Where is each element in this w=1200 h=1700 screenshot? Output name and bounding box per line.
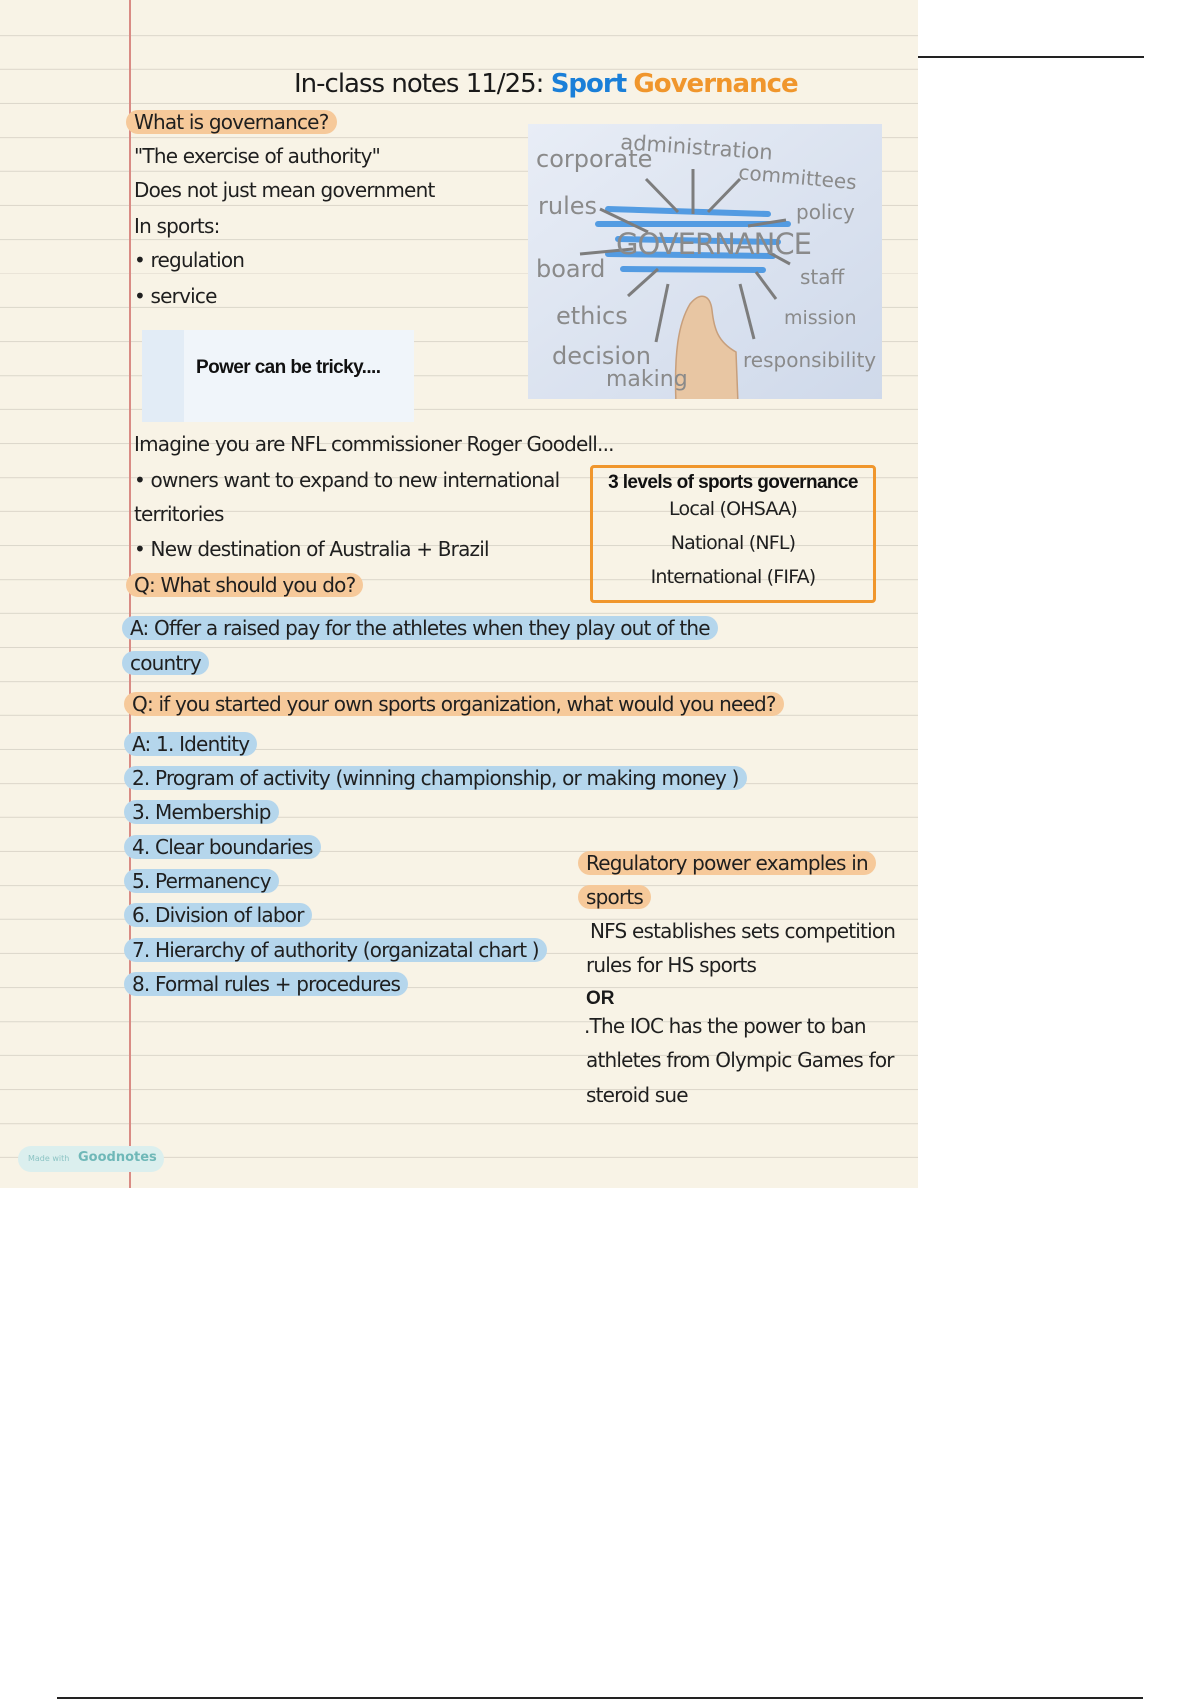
word-cloud-term: making — [606, 367, 688, 392]
note-line: In sports: — [134, 214, 220, 238]
goodnotes-badge — [18, 1146, 164, 1172]
governance-word-cloud-image — [528, 124, 882, 399]
callout-text: Power can be tricky.... — [196, 357, 381, 378]
word-cloud-term: committees — [737, 160, 858, 195]
level-item: Local (OHSAA) — [669, 498, 797, 520]
scenario-bullet: • owners want to expand to new international — [134, 468, 560, 492]
level-item: International (FIFA) — [650, 566, 816, 588]
word-cloud-term: corporate — [536, 145, 653, 173]
word-cloud-term: rules — [538, 192, 598, 220]
title-word-sport: Sport — [550, 69, 627, 99]
badge-made-with: Made with — [28, 1154, 70, 1163]
levels-box — [590, 465, 876, 603]
word-cloud-term: ethics — [556, 302, 628, 330]
word-cloud-term: mission — [784, 307, 857, 329]
scenario-bullet: • New destination of Australia + Brazil — [134, 537, 489, 561]
scenario-answer-line: A: Offer a raised pay for the athletes when they play out of the — [130, 614, 718, 642]
note-line: "The exercise of authority" — [134, 144, 381, 168]
badge-brand: Goodnotes — [78, 1150, 157, 1165]
scenario-answer-line: country — [130, 649, 209, 677]
need-item: 2. Program of activity (winning championship, or making money ) — [132, 764, 747, 792]
word-cloud-term: staff — [800, 265, 845, 289]
need-item: 7. Hierarchy of authority (organizatal chart ) — [132, 936, 547, 964]
need-item: 3. Membership — [132, 798, 279, 826]
note-line: • regulation — [134, 248, 245, 272]
word-cloud-term: responsibility — [743, 348, 877, 372]
regulatory-line: athletes from Olympic Games for — [586, 1048, 894, 1072]
regulatory-line: steroid sue — [586, 1083, 688, 1107]
note-line: • service — [134, 284, 217, 308]
word-cloud-term: board — [536, 255, 606, 283]
note-line: Does not just mean government — [134, 178, 435, 202]
levels-title: 3 levels of sports governance — [608, 472, 858, 493]
scenario-intro: Imagine you are NFL commissioner Roger Goodell... — [134, 432, 614, 456]
question-own-organization: Q: if you started your own sports organization, what would you need? — [132, 690, 784, 718]
word-cloud-term: decision — [552, 342, 651, 370]
regulatory-or: OR — [586, 988, 615, 1009]
regulatory-heading: sports — [586, 883, 651, 911]
bottom-rule — [57, 1697, 1143, 1699]
question-what-is-governance: What is governance? — [134, 108, 337, 136]
scenario-bullet-cont: territories — [134, 502, 224, 526]
word-cloud-term: policy — [796, 200, 855, 224]
regulatory-line: NFS establishes sets competition — [590, 919, 896, 943]
need-item: 6. Division of labor — [132, 901, 312, 929]
scenario-question: Q: What should you do? — [134, 571, 363, 599]
title-word-governance: Governance — [633, 69, 798, 99]
title-prefix: In-class notes 11/25: — [294, 69, 544, 99]
top-rule — [918, 56, 1144, 58]
word-cloud-center: GOVERNANCE — [616, 227, 811, 261]
need-item: 4. Clear boundaries — [132, 833, 321, 861]
word-cloud-graphic — [528, 124, 882, 399]
level-item: National (NFL) — [670, 532, 796, 554]
regulatory-line: .The IOC has the power to ban — [584, 1014, 866, 1038]
regulatory-heading: Regulatory power examples in — [586, 849, 876, 877]
need-item: 8. Formal rules + procedures — [132, 970, 408, 998]
need-item: A: 1. Identity — [132, 730, 257, 758]
need-item: 5. Permanency — [132, 867, 279, 895]
word-cloud-term: administration — [619, 130, 774, 165]
page-title — [294, 66, 798, 102]
regulatory-line: rules for HS sports — [586, 953, 757, 977]
